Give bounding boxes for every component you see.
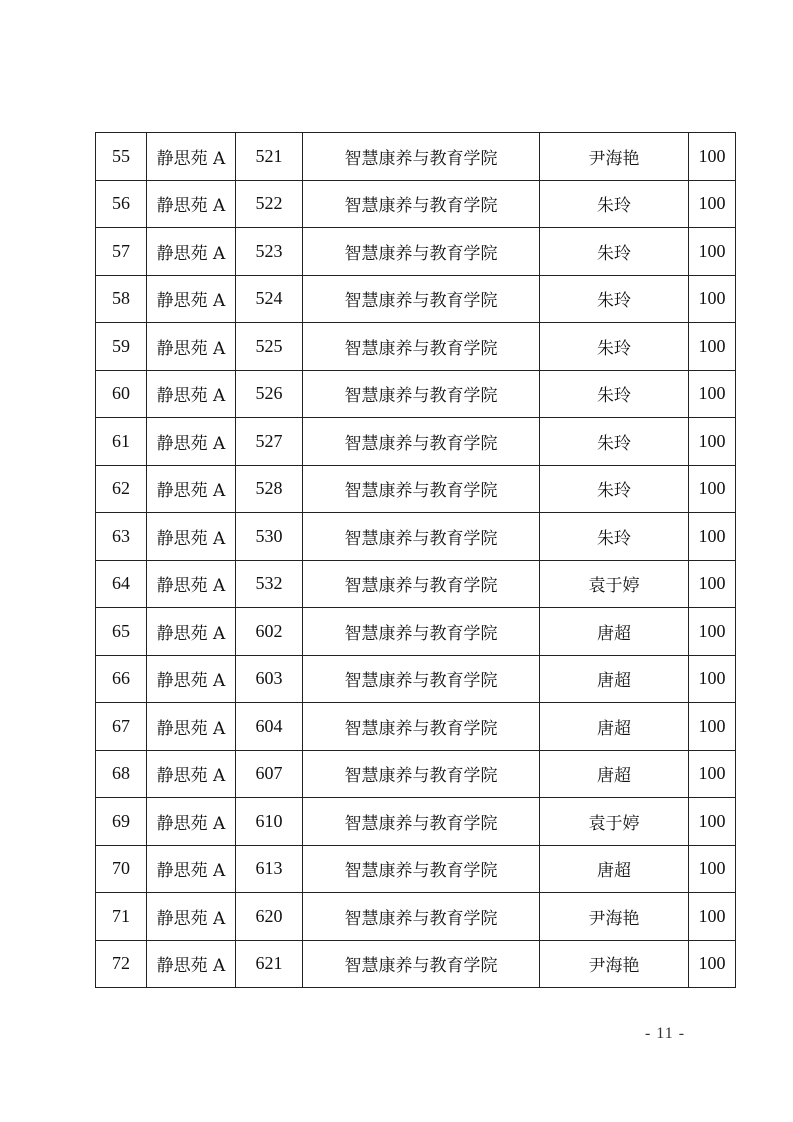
college-cell: 智慧康养与教育学院 (303, 513, 540, 561)
row-number-cell: 58 (96, 275, 147, 323)
room-number-cell: 528 (236, 465, 303, 513)
building-cell: 静思苑 A (147, 275, 236, 323)
room-number-cell: 527 (236, 418, 303, 466)
room-number-cell: 607 (236, 750, 303, 798)
row-number-cell: 66 (96, 655, 147, 703)
building-cell: 静思苑 A (147, 798, 236, 846)
table-row (96, 228, 736, 276)
score-cell: 100 (689, 275, 736, 323)
score-cell: 100 (689, 228, 736, 276)
room-number-cell: 525 (236, 323, 303, 371)
room-number-cell: 522 (236, 180, 303, 228)
building-cell: 静思苑 A (147, 370, 236, 418)
college-cell: 智慧康养与教育学院 (303, 655, 540, 703)
page-number: - 11 - (644, 1025, 686, 1042)
college-cell: 智慧康养与教育学院 (303, 323, 540, 371)
person-in-charge-cell: 朱玲 (540, 465, 689, 513)
building-cell: 静思苑 A (147, 228, 236, 276)
table-row (96, 845, 736, 893)
room-number-cell: 621 (236, 940, 303, 988)
row-number-cell: 69 (96, 798, 147, 846)
table-row (96, 798, 736, 846)
building-cell: 静思苑 A (147, 655, 236, 703)
college-cell: 智慧康养与教育学院 (303, 275, 540, 323)
college-cell: 智慧康养与教育学院 (303, 370, 540, 418)
score-cell: 100 (689, 180, 736, 228)
score-cell: 100 (689, 465, 736, 513)
score-cell: 100 (689, 370, 736, 418)
room-number-cell: 613 (236, 845, 303, 893)
building-cell: 静思苑 A (147, 465, 236, 513)
person-in-charge-cell: 袁于婷 (540, 798, 689, 846)
room-number-cell: 532 (236, 560, 303, 608)
room-number-cell: 602 (236, 608, 303, 656)
score-cell: 100 (689, 655, 736, 703)
person-in-charge-cell: 朱玲 (540, 228, 689, 276)
table-row (96, 323, 736, 371)
score-cell: 100 (689, 513, 736, 561)
row-number-cell: 61 (96, 418, 147, 466)
table-row (96, 133, 736, 181)
score-cell: 100 (689, 560, 736, 608)
building-cell: 静思苑 A (147, 560, 236, 608)
score-cell: 100 (689, 133, 736, 181)
score-cell: 100 (689, 608, 736, 656)
person-in-charge-cell: 朱玲 (540, 323, 689, 371)
person-in-charge-cell: 唐超 (540, 608, 689, 656)
row-number-cell: 63 (96, 513, 147, 561)
person-in-charge-cell: 袁于婷 (540, 560, 689, 608)
score-cell: 100 (689, 893, 736, 941)
college-cell: 智慧康养与教育学院 (303, 133, 540, 181)
building-cell: 静思苑 A (147, 133, 236, 181)
score-cell: 100 (689, 940, 736, 988)
building-cell: 静思苑 A (147, 608, 236, 656)
row-number-cell: 71 (96, 893, 147, 941)
room-number-cell: 604 (236, 703, 303, 751)
row-number-cell: 64 (96, 560, 147, 608)
score-cell: 100 (689, 845, 736, 893)
college-cell: 智慧康养与教育学院 (303, 893, 540, 941)
person-in-charge-cell: 尹海艳 (540, 893, 689, 941)
room-number-cell: 523 (236, 228, 303, 276)
college-cell: 智慧康养与教育学院 (303, 228, 540, 276)
person-in-charge-cell: 朱玲 (540, 418, 689, 466)
row-number-cell: 67 (96, 703, 147, 751)
college-cell: 智慧康养与教育学院 (303, 750, 540, 798)
person-in-charge-cell: 唐超 (540, 750, 689, 798)
row-number-cell: 59 (96, 323, 147, 371)
table-row (96, 655, 736, 703)
college-cell: 智慧康养与教育学院 (303, 703, 540, 751)
table-row (96, 940, 736, 988)
college-cell: 智慧康养与教育学院 (303, 560, 540, 608)
table-row (96, 893, 736, 941)
score-cell: 100 (689, 750, 736, 798)
college-cell: 智慧康养与教育学院 (303, 845, 540, 893)
table-row (96, 465, 736, 513)
person-in-charge-cell: 尹海艳 (540, 133, 689, 181)
college-cell: 智慧康养与教育学院 (303, 798, 540, 846)
person-in-charge-cell: 朱玲 (540, 275, 689, 323)
building-cell: 静思苑 A (147, 418, 236, 466)
room-number-cell: 530 (236, 513, 303, 561)
table-row (96, 608, 736, 656)
building-cell: 静思苑 A (147, 180, 236, 228)
row-number-cell: 62 (96, 465, 147, 513)
score-cell: 100 (689, 703, 736, 751)
row-number-cell: 55 (96, 133, 147, 181)
table-row (96, 750, 736, 798)
room-number-cell: 603 (236, 655, 303, 703)
building-cell: 静思苑 A (147, 750, 236, 798)
row-number-cell: 56 (96, 180, 147, 228)
room-number-cell: 524 (236, 275, 303, 323)
building-cell: 静思苑 A (147, 940, 236, 988)
person-in-charge-cell: 唐超 (540, 703, 689, 751)
table-row (96, 703, 736, 751)
table-row (96, 513, 736, 561)
row-number-cell: 68 (96, 750, 147, 798)
score-cell: 100 (689, 418, 736, 466)
row-number-cell: 65 (96, 608, 147, 656)
room-number-cell: 610 (236, 798, 303, 846)
table-row (96, 370, 736, 418)
person-in-charge-cell: 朱玲 (540, 513, 689, 561)
college-cell: 智慧康养与教育学院 (303, 608, 540, 656)
building-cell: 静思苑 A (147, 845, 236, 893)
table-row (96, 418, 736, 466)
dormitory-score-table (95, 132, 736, 988)
person-in-charge-cell: 唐超 (540, 845, 689, 893)
person-in-charge-cell: 唐超 (540, 655, 689, 703)
person-in-charge-cell: 尹海艳 (540, 940, 689, 988)
row-number-cell: 72 (96, 940, 147, 988)
building-cell: 静思苑 A (147, 513, 236, 561)
row-number-cell: 57 (96, 228, 147, 276)
table-row (96, 275, 736, 323)
building-cell: 静思苑 A (147, 323, 236, 371)
person-in-charge-cell: 朱玲 (540, 370, 689, 418)
table-row (96, 180, 736, 228)
room-number-cell: 620 (236, 893, 303, 941)
building-cell: 静思苑 A (147, 893, 236, 941)
college-cell: 智慧康养与教育学院 (303, 940, 540, 988)
room-number-cell: 526 (236, 370, 303, 418)
row-number-cell: 70 (96, 845, 147, 893)
score-cell: 100 (689, 798, 736, 846)
score-cell: 100 (689, 323, 736, 371)
college-cell: 智慧康养与教育学院 (303, 180, 540, 228)
college-cell: 智慧康养与教育学院 (303, 465, 540, 513)
college-cell: 智慧康养与教育学院 (303, 418, 540, 466)
table-row (96, 560, 736, 608)
person-in-charge-cell: 朱玲 (540, 180, 689, 228)
building-cell: 静思苑 A (147, 703, 236, 751)
room-number-cell: 521 (236, 133, 303, 181)
row-number-cell: 60 (96, 370, 147, 418)
table-body (96, 133, 736, 988)
